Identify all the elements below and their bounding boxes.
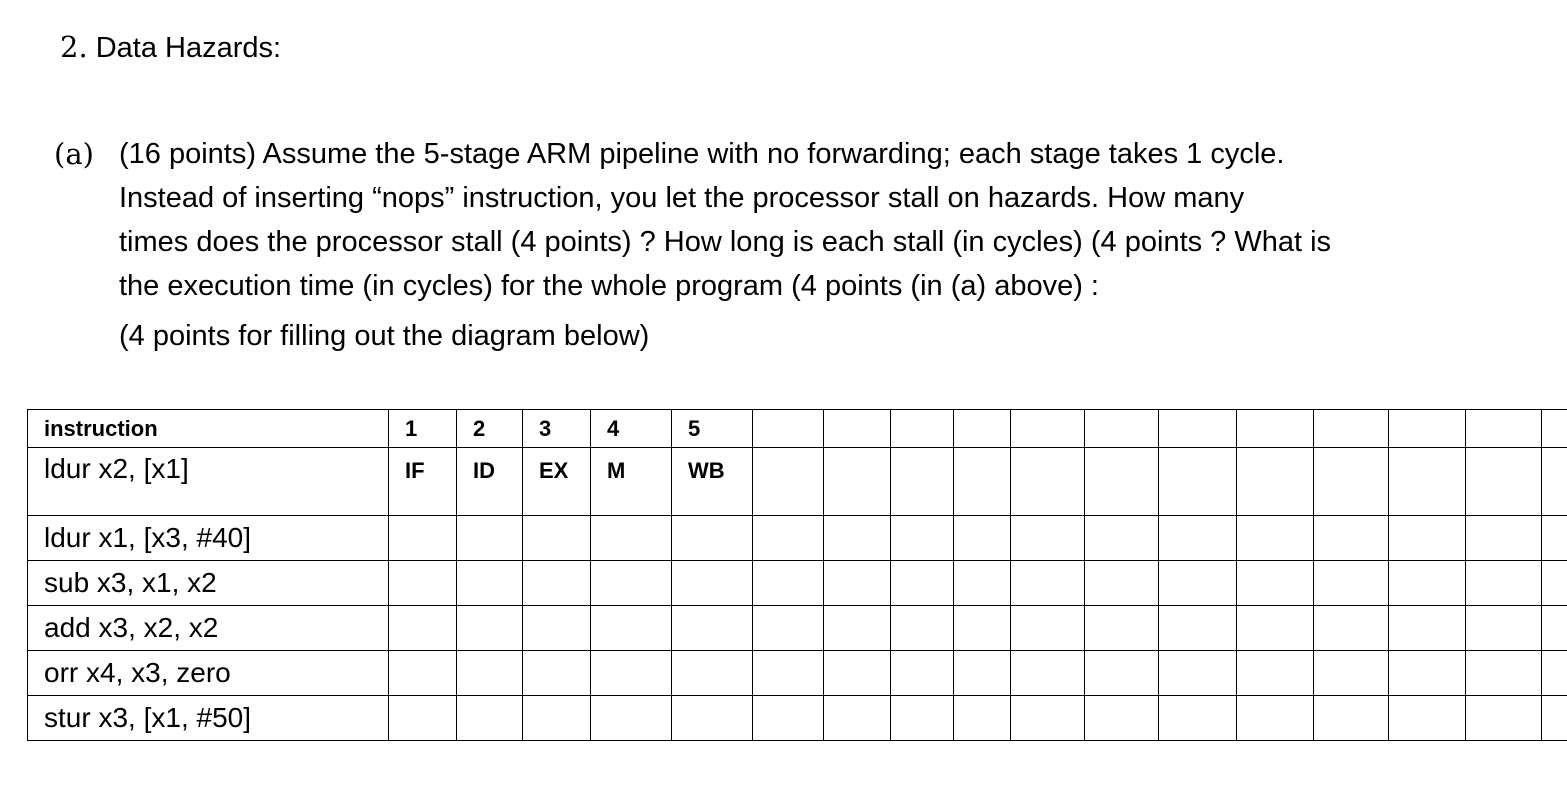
stage-cell	[1466, 606, 1542, 651]
stage-cell	[1314, 696, 1389, 741]
stage-cell	[591, 561, 672, 606]
stage-cell	[891, 651, 954, 696]
question-line: the execution time (in cycles) for the whole program (4 points (in (a) above) :	[119, 270, 1099, 302]
table-row	[28, 561, 1567, 606]
cycle-header-3: 3	[523, 410, 591, 448]
pipeline-diagram-table	[27, 409, 1567, 741]
stage-cell	[1466, 516, 1542, 561]
stage-cell	[1237, 696, 1314, 741]
stage-cell	[672, 561, 753, 606]
stage-cell	[1314, 448, 1389, 516]
stage-cell	[1159, 448, 1237, 516]
stage-cell	[1011, 561, 1085, 606]
stage-cell	[1314, 651, 1389, 696]
cycle-header-14	[1314, 410, 1389, 448]
stage-cell	[389, 651, 457, 696]
stage-cell	[1389, 448, 1466, 516]
stage-cell	[1466, 561, 1542, 606]
question-note: (4 points for filling out the diagram below)	[119, 320, 650, 352]
stage-cell	[954, 516, 1011, 561]
cycle-header-1: 1	[389, 410, 457, 448]
stage-cell	[1159, 516, 1237, 561]
stage-cell: IF	[389, 448, 457, 516]
cycle-header-2: 2	[457, 410, 523, 448]
stage-cell	[824, 651, 891, 696]
stage-cell	[457, 561, 523, 606]
instruction-cell: stur x3, [x1, #50]	[28, 696, 389, 741]
stage-cell	[591, 516, 672, 561]
stage-cell	[672, 651, 753, 696]
stage-cell	[1237, 651, 1314, 696]
stage-cell	[1314, 516, 1389, 561]
stage-cell	[824, 696, 891, 741]
stage-cell	[1237, 448, 1314, 516]
stage-cell	[954, 448, 1011, 516]
question-line: times does the processor stall (4 points) ? How long is each stall (in cycles) (4 points ? What is	[119, 226, 1332, 258]
stage-cell	[1389, 651, 1466, 696]
question-label: (a)	[54, 137, 94, 171]
cycle-header-5: 5	[672, 410, 753, 448]
cycle-header-11	[1085, 410, 1159, 448]
table-header-row	[28, 410, 1567, 448]
instruction-cell: add x3, x2, x2	[28, 606, 389, 651]
cycle-header-13	[1237, 410, 1314, 448]
stage-cell	[1542, 561, 1567, 606]
cycle-header-10	[1011, 410, 1085, 448]
stage-cell	[1542, 516, 1567, 561]
stage-cell	[753, 696, 824, 741]
stage-cell	[1237, 606, 1314, 651]
stage-cell	[891, 516, 954, 561]
stage-cell	[1389, 696, 1466, 741]
stage-cell	[824, 561, 891, 606]
table-row	[28, 448, 1567, 516]
stage-cell	[672, 606, 753, 651]
stage-cell	[753, 448, 824, 516]
stage-cell	[457, 606, 523, 651]
stage-cell	[954, 561, 1011, 606]
stage-cell	[457, 696, 523, 741]
stage-cell	[523, 561, 591, 606]
stage-cell	[1389, 516, 1466, 561]
stage-cell	[672, 696, 753, 741]
stage-cell	[824, 448, 891, 516]
stage-cell	[457, 516, 523, 561]
stage-cell	[753, 606, 824, 651]
stage-cell	[1085, 651, 1159, 696]
stage-cell	[389, 606, 457, 651]
stage-cell	[1314, 606, 1389, 651]
question-line: (16 points) Assume the 5-stage ARM pipeline with no forwarding; each stage takes 1 cycle.	[119, 138, 1285, 170]
stage-cell	[1389, 561, 1466, 606]
cycle-header-15	[1389, 410, 1466, 448]
stage-cell	[954, 606, 1011, 651]
stage-cell	[1011, 606, 1085, 651]
cycle-header-8	[891, 410, 954, 448]
stage-cell	[1542, 651, 1567, 696]
stage-cell	[1085, 561, 1159, 606]
stage-cell	[1237, 561, 1314, 606]
question-line: Instead of inserting “nops” instruction, you let the processor stall on hazards. How many	[119, 182, 1245, 214]
stage-cell	[1011, 516, 1085, 561]
stage-cell: M	[591, 448, 672, 516]
stage-cell	[1085, 696, 1159, 741]
instruction-cell: sub x3, x1, x2	[28, 561, 389, 606]
cycle-header-12	[1159, 410, 1237, 448]
stage-cell	[753, 651, 824, 696]
stage-cell: WB	[672, 448, 753, 516]
cycle-header-7	[824, 410, 891, 448]
stage-cell	[523, 516, 591, 561]
stage-cell: ID	[457, 448, 523, 516]
stage-cell	[457, 651, 523, 696]
stage-cell	[389, 696, 457, 741]
table-row	[28, 651, 1567, 696]
stage-cell	[1542, 696, 1567, 741]
stage-cell	[891, 696, 954, 741]
section-heading	[60, 28, 281, 67]
table-row	[28, 516, 1567, 561]
stage-cell	[389, 561, 457, 606]
stage-cell	[1314, 561, 1389, 606]
table-row	[28, 696, 1567, 741]
cycle-header-9	[954, 410, 1011, 448]
cycle-header-4: 4	[591, 410, 672, 448]
stage-cell	[1011, 696, 1085, 741]
table-row	[28, 606, 1567, 651]
stage-cell	[523, 696, 591, 741]
instruction-cell: orr x4, x3, zero	[28, 651, 389, 696]
stage-cell	[1159, 561, 1237, 606]
stage-cell	[1466, 696, 1542, 741]
stage-cell	[753, 561, 824, 606]
stage-cell	[1159, 696, 1237, 741]
stage-cell	[1237, 516, 1314, 561]
stage-cell	[1011, 651, 1085, 696]
stage-cell	[824, 606, 891, 651]
section-number: 2.	[60, 30, 88, 64]
cycle-header-17	[1542, 410, 1567, 448]
stage-cell	[1542, 606, 1567, 651]
section-title: Data Hazards:	[95, 32, 282, 64]
stage-cell	[672, 516, 753, 561]
stage-cell	[1085, 516, 1159, 561]
stage-cell	[523, 606, 591, 651]
stage-cell	[824, 516, 891, 561]
stage-cell	[1085, 606, 1159, 651]
question-text	[119, 132, 1514, 358]
stage-cell	[591, 606, 672, 651]
stage-cell	[891, 448, 954, 516]
stage-cell	[1085, 448, 1159, 516]
stage-cell	[523, 651, 591, 696]
stage-cell	[1466, 448, 1542, 516]
stage-cell	[1542, 448, 1567, 516]
stage-cell	[1466, 651, 1542, 696]
stage-cell	[1159, 606, 1237, 651]
instruction-cell: ldur x1, [x3, #40]	[28, 516, 389, 561]
stage-cell	[954, 651, 1011, 696]
cycle-header-16	[1466, 410, 1542, 448]
stage-cell: EX	[523, 448, 591, 516]
instruction-cell: ldur x2, [x1]	[28, 448, 389, 516]
stage-cell	[753, 516, 824, 561]
stage-cell	[1159, 651, 1237, 696]
stage-cell	[954, 696, 1011, 741]
stage-cell	[389, 516, 457, 561]
stage-cell	[591, 651, 672, 696]
stage-cell	[891, 561, 954, 606]
stage-cell	[591, 696, 672, 741]
stage-cell	[1011, 448, 1085, 516]
stage-cell	[891, 606, 954, 651]
instruction-column-header: instruction	[28, 410, 389, 448]
cycle-header-6	[753, 410, 824, 448]
stage-cell	[1389, 606, 1466, 651]
